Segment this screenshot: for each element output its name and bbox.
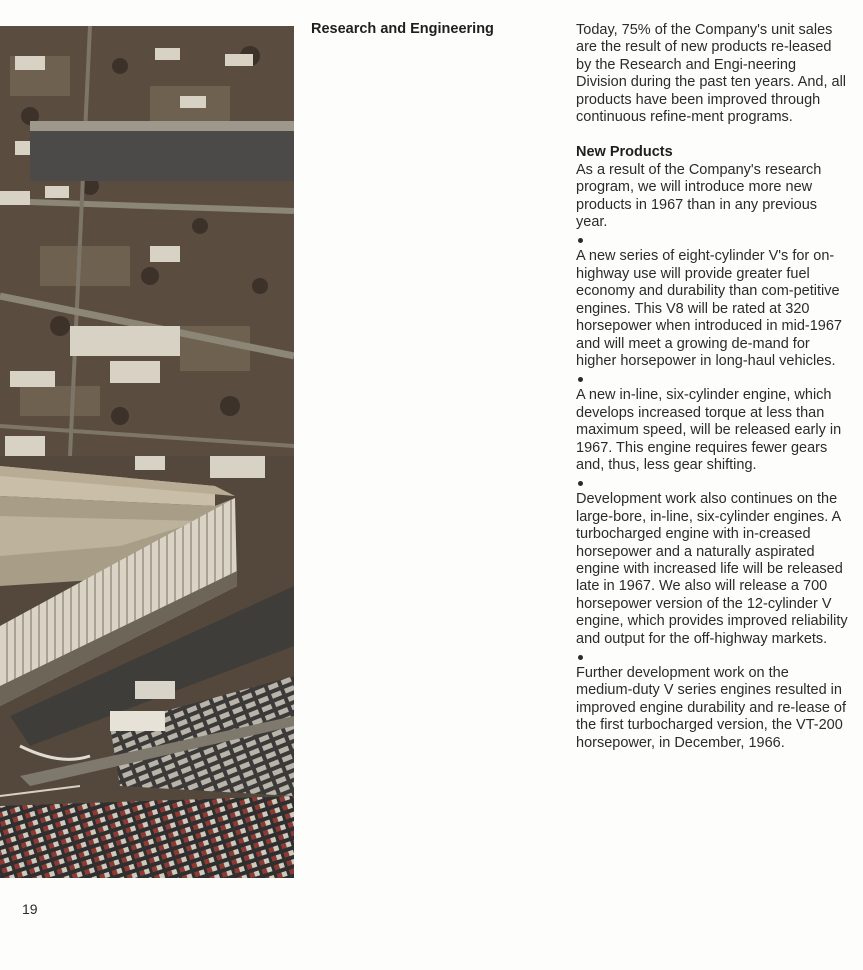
intro-paragraph: Today, 75% of the Company's unit sales are the result of new products re-leased by the Research and Engi-neering Division during the past ten years. And, all products have been improved through continuous refine-ment programs.	[576, 22, 847, 126]
paragraph-medium-duty: Further development work on the medium-duty V series engines resulted in improved engine durability and re-lease of the first turbocharged version, the VT-200 horsepower, in December, 1966.	[576, 665, 847, 751]
subheading-new-products: New Products	[576, 144, 673, 161]
body-text-column	[576, 22, 848, 752]
paragraph-research-program: As a result of the Company's research program, we will introduce more new products in 1967 than in any previous year.	[576, 161, 822, 231]
bullet-marker	[578, 481, 583, 486]
paragraph-inline-six: A new in-line, six-cylinder engine, which develops increased torque at less than maximum speed, will be released early in 1967. This engine requires fewer gears and, thus, less gear shifting.	[576, 387, 842, 473]
section-heading: Research and Engineering	[311, 21, 494, 37]
paragraph-large-bore: Development work also continues on the large-bore, in-line, six-cylinder engines. A turbocharged engine with in-creased horsepower and a naturally aspirated engine with increased life will be released late in 1967. We also will release a 700 horsepower version of the 12-cylinder V engine, which provides improved reliability and output for the off-highway markets.	[576, 491, 848, 647]
page-number: 19	[22, 901, 38, 917]
aerial-photo-illustration	[0, 26, 294, 878]
bullet-marker	[578, 655, 583, 660]
aerial-photo	[0, 26, 294, 878]
bullet-marker	[578, 377, 583, 382]
bullet-marker	[578, 238, 583, 243]
paragraph-v8-series: A new series of eight-cylinder V's for on-highway use will provide greater fuel economy and durability than com-petitive engines. This V8 will be rated at 320 horsepower when introduced in mid-1967 and will meet a growing de-mand for higher horsepower in long-haul vehicles.	[576, 248, 842, 369]
